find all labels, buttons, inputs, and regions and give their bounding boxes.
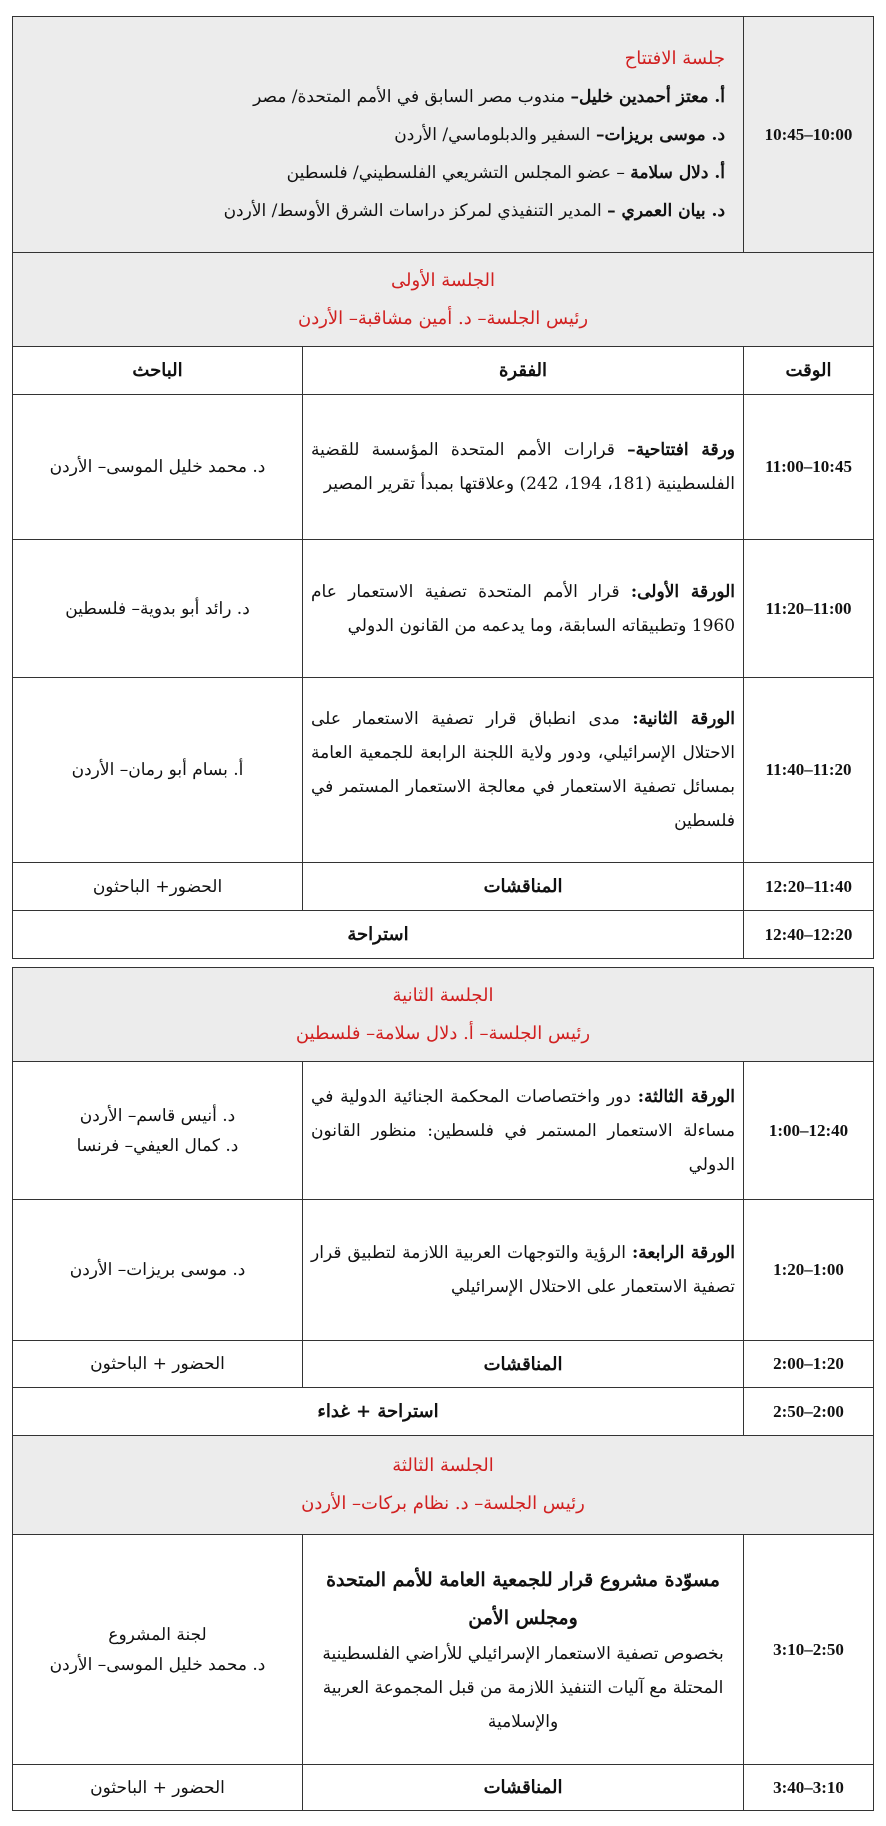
draft-text: بخصوص تصفية الاستعمار الإسرائيلي للأراضي الفلسطينية المحتلة مع آليات التنفيذ اللازمة من قبل المجموعة العربية والإسلامية <box>322 1643 724 1732</box>
opening-speaker: د. بيان العمري – المدير التنفيذي لمركز دراسات الشرق الأوسط/ الأردن <box>223 200 726 221</box>
row-researcher <box>13 1535 303 1765</box>
table-row <box>13 1200 874 1341</box>
researcher-name: لجنة المشروع <box>108 1624 207 1645</box>
session2-header <box>13 968 874 1062</box>
discussion-label: المناقشات <box>303 1341 744 1388</box>
session3-header-row <box>13 1436 874 1535</box>
row-researcher: الحضور + الباحثون <box>13 1341 303 1388</box>
row-time: 1:00–12:40 <box>744 1062 874 1200</box>
researcher-name: د. كمال العيفي– فرنسا <box>76 1135 239 1156</box>
row-researcher: د. رائد أبو بدوية– فلسطين <box>13 540 303 678</box>
header-researcher: الباحث <box>13 347 303 395</box>
session2-chair: رئيس الجلسة– أ. دلال سلامة– فلسطين <box>295 1022 591 1044</box>
row-time: 2:50–2:00 <box>744 1388 874 1436</box>
row-time: 11:20–11:00 <box>744 540 874 678</box>
break-label: استراحة + غداء <box>13 1388 744 1436</box>
session3-header <box>13 1436 874 1535</box>
table-row <box>13 395 874 540</box>
row-researcher: الحضور + الباحثون <box>13 1765 303 1811</box>
table-row <box>13 1535 874 1765</box>
program-table-1 <box>12 16 874 959</box>
opening-speaker: أ. دلال سلامة – عضو المجلس التشريعي الفلسطيني/ فلسطين <box>286 162 726 183</box>
break-row <box>13 1388 874 1436</box>
row-time: 2:00–1:20 <box>744 1341 874 1388</box>
opening-session-row <box>13 17 874 253</box>
row-item <box>303 1535 744 1765</box>
row-researcher: د. محمد خليل الموسى– الأردن <box>13 395 303 540</box>
session1-header-row <box>13 253 874 347</box>
row-time: 3:40–3:10 <box>744 1765 874 1811</box>
break-label: استراحة <box>13 911 744 959</box>
researcher-name: د. محمد خليل الموسى– الأردن <box>49 1654 266 1675</box>
row-researcher: الحضور+ الباحثون <box>13 863 303 911</box>
row-time: 1:20–1:00 <box>744 1200 874 1341</box>
discussion-row <box>13 1341 874 1388</box>
row-time: 11:40–11:20 <box>744 678 874 863</box>
discussion-row <box>13 1765 874 1811</box>
table-row <box>13 678 874 863</box>
table-row <box>13 1062 874 1200</box>
row-time: 12:40–12:20 <box>744 911 874 959</box>
program-table-2 <box>12 967 874 1811</box>
session1-chair: رئيس الجلسة– د. أمين مشاقبة– الأردن <box>297 307 589 329</box>
session2-title: الجلسة الثانية <box>392 984 494 1006</box>
discussion-label: المناقشات <box>303 863 744 911</box>
header-item: الفقرة <box>303 347 744 395</box>
row-item: الورقة الرابعة: الرؤية والتوجهات العربية اللازمة لتطبيق قرار تصفية الاستعمار على الاحتلال الإسرائيلي <box>303 1200 744 1341</box>
break-row <box>13 911 874 959</box>
row-researcher: أ. بسام أبو رمان– الأردن <box>13 678 303 863</box>
row-time: 11:00–10:45 <box>744 395 874 540</box>
opening-block <box>13 17 744 253</box>
header-time: الوقت <box>744 347 874 395</box>
opening-title: جلسة الافتتاح <box>624 47 726 69</box>
researcher-name: د. أنيس قاسم– الأردن <box>79 1105 236 1126</box>
session3-title: الجلسة الثالثة <box>392 1455 494 1476</box>
row-time: 3:10–2:50 <box>744 1535 874 1765</box>
row-item: ورقة افتتاحية– قرارات الأمم المتحدة المؤسسة للقضية الفلسطينية (181، 194، 242) وعلاقتها بمبدأ تقرير المصير <box>303 395 744 540</box>
session1-header <box>13 253 874 347</box>
discussion-row <box>13 863 874 911</box>
opening-speaker: أ. معتز أحمدين خليل– مندوب مصر السابق في الأمم المتحدة/ مصر <box>253 86 726 107</box>
row-researcher: د. موسى بريزات– الأردن <box>13 1200 303 1341</box>
row-researcher <box>13 1062 303 1200</box>
discussion-label: المناقشات <box>303 1765 744 1811</box>
row-item: الورقة الثالثة: دور واختصاصات المحكمة الجنائية الدولية في مساءلة الاستعمار المستمر في فلسطين: منظور القانون الدولي <box>303 1062 744 1200</box>
table-row <box>13 540 874 678</box>
row-item: الورقة الثانية: مدى انطباق قرار تصفية الاستعمار على الاحتلال الإسرائيلي، ودور ولاية اللجنة الرابعة للجمعية العامة بمسائل تصفية الاستعمار في معالجة الاستعمار المستمر في فلسطين <box>303 678 744 863</box>
opening-speaker: د. موسى بريزات– السفير والدبلوماسي/ الأردن <box>394 124 726 145</box>
row-time: 12:20–11:40 <box>744 863 874 911</box>
row-item: الورقة الأولى: قرار الأمم المتحدة تصفية الاستعمار عام 1960 وتطبيقاته السابقة، وما يدعمه من القانون الدولي <box>303 540 744 678</box>
opening-time: 10:45–10:00 <box>744 17 874 253</box>
session1-title: الجلسة الأولى <box>391 269 495 291</box>
session2-header-row <box>13 968 874 1062</box>
draft-title: مسوّدة مشروع قرار للجمعية العامة للأمم المتحدة ومجلس الأمن <box>326 1568 720 1629</box>
session3-chair: رئيس الجلسة– د. نظام بركات– الأردن <box>301 1493 585 1514</box>
column-header-row <box>13 347 874 395</box>
